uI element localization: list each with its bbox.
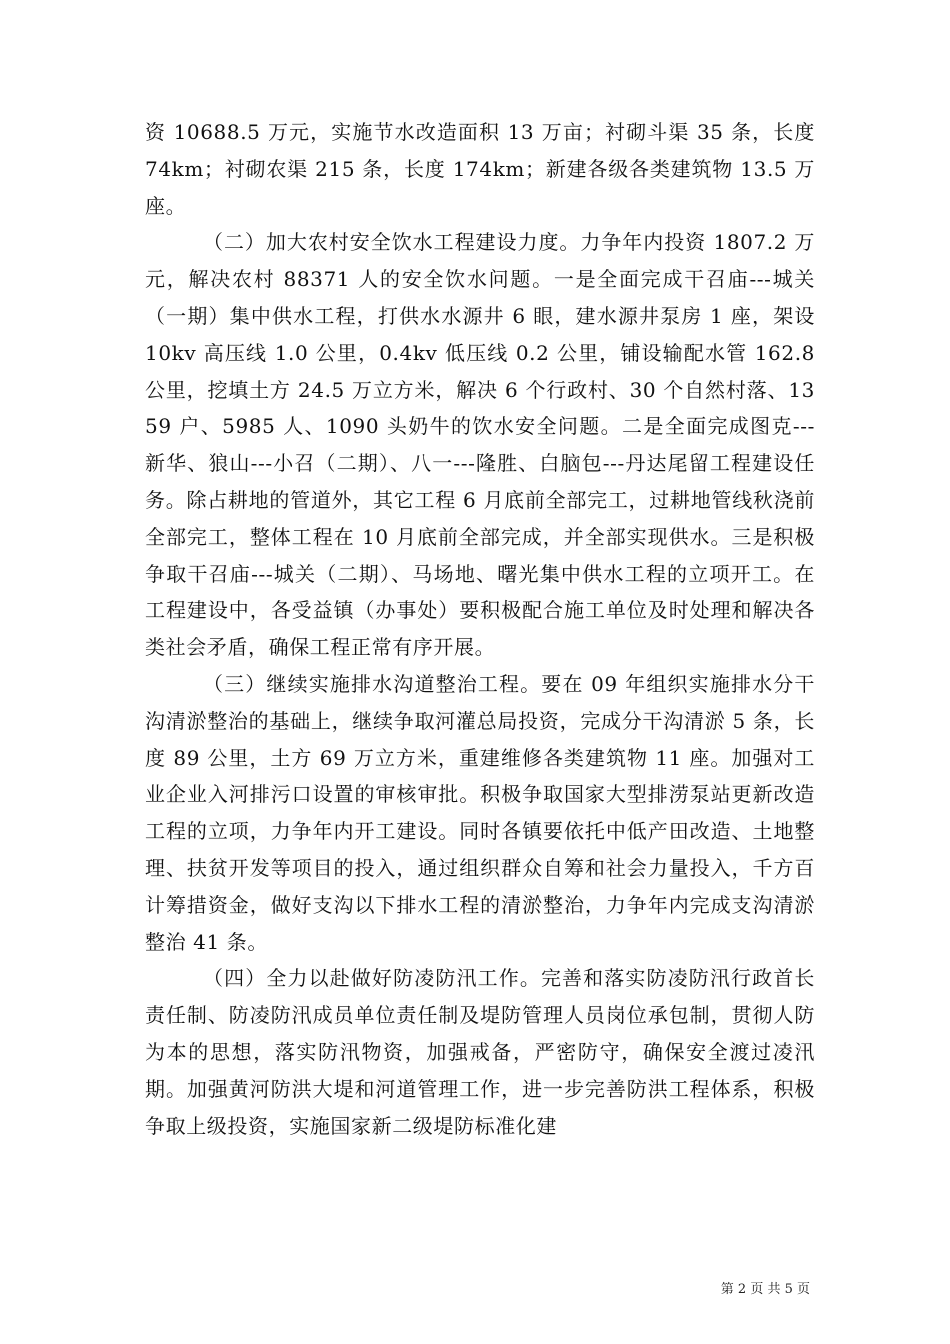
paragraph-flood-prevention: （四）全力以赴做好防凌防汛工作。完善和落实防凌防汛行政首长责任制、防凌防汛成员单位责任制及堤防管理人员岗位承包制，贯彻人防为本的思想，落实防汛物资，加强戒备，严密防守，确保安全渡过凌汛期。加强黄河防洪大堤和河道管理工作，进一步完善防洪工程体系，积极争取上级投资，实施国家新二级堤防标准化建 — [145, 966, 815, 1138]
paragraph-drainage-ditch: （三）继续实施排水沟道整治工程。要在 09 年组织实施排水分干沟清淤整治的基础上，继续争取河灌总局投资，完成分干沟清淤 5 条，长度 89 公里，土方 69 万立方米，重建维修各类建筑物 11 座。加强对工业企业入河排污口设置的审核审批。积极争取国家大型排涝泵站更新改造工程的立项，力争年内开工建设。同时各镇要依托中低产田改造、土地整理、扶贫开发等项目的投入，通过组织群众自筹和社会力量投入，千方百计筹措资金，做好支沟以下排水工程的清淤整治，力争年内完成支沟清淤整治 41 条。 — [145, 671, 815, 954]
document-body — [145, 114, 815, 1144]
page-number-footer: 第 2 页 共 5 页 — [720, 1282, 810, 1297]
paragraph-safe-drinking-water: （二）加大农村安全饮水工程建设力度。力争年内投资 1807.2 万元，解决农村 88371 人的安全饮水问题。一是全面完成干召庙---城关（一期）集中供水工程，打供水水源井 6 眼，建水源井泵房 1 座，架设 10kv 高压线 1.0 公里，0.4kv 低压线 0.2 公里，铺设输配水管 162.8 公里，挖填土方 24.5 万立方米，解决 6 个行政村、30 个自然村落、1359 户、5985 人、1090 头奶牛的饮水安全问题。二是全面完成图克---新华、狼山---小召（二期）、八一---隆胜、白脑包---丹达尾留工程建设任务。除占耕地的管道外，其它工程 6 月底前全部完工，过耕地管线秋浇前全部完工，整体工程在 10 月底前全部完成，并全部实现供水。三是积极争取干召庙---城关（二期）、马场地、曙光集中供水工程的立项开工。在工程建设中，各受益镇（办事处）要积极配合施工单位及时处理和解决各类社会矛盾，确保工程正常有序开展。 — [145, 230, 815, 660]
paragraph-continuation: 资 10688.5 万元，实施节水改造面积 13 万亩；衬砌斗渠 35 条，长度 74km；衬砌农渠 215 条，长度 174km；新建各级各类建筑物 13.5 万座。 — [145, 120, 815, 218]
